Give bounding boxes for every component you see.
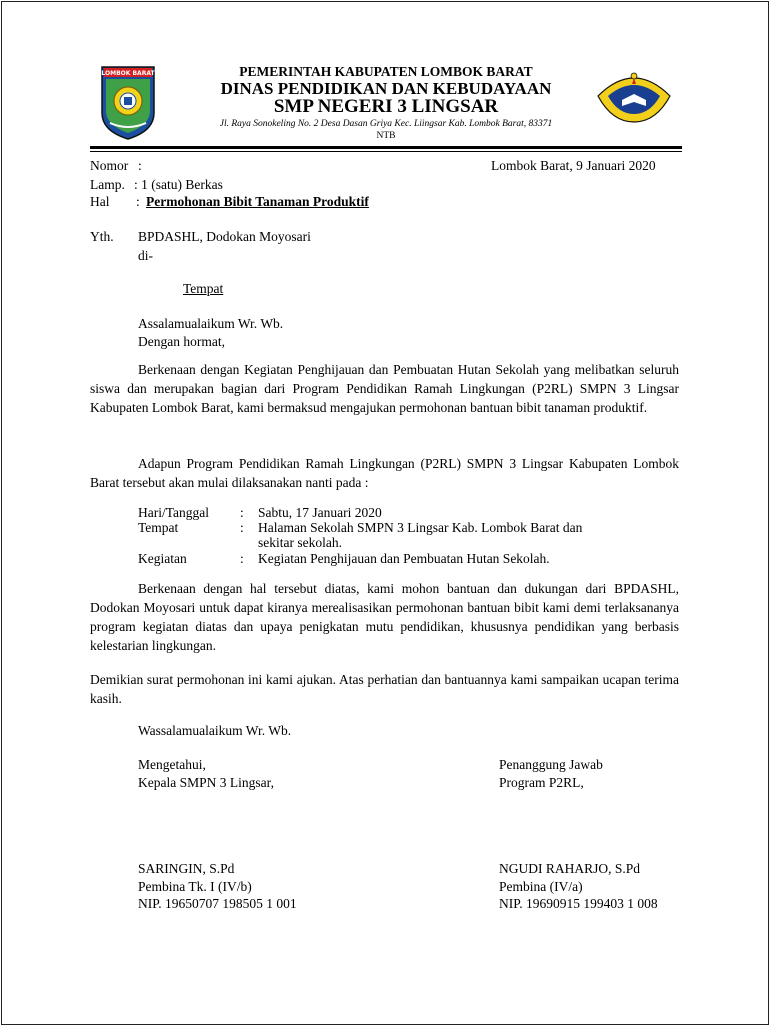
signature-left-name: SARINGIN, S.Pd [138,861,235,876]
signature-left-line2: Kepala SMPN 3 Lingsar, [138,775,274,790]
signature-right-name: NGUDI RAHARJO, S.Pd [499,861,641,876]
place-date: Lombok Barat, 9 Januari 2020 [491,158,656,173]
closing-salam: Wassalamualaikum Wr. Wb. [138,723,292,738]
paragraph-2: Adapun Program Pendidikan Ramah Lingkungan (P2RL) SMPN 3 Lingsar Kabupaten Lombok Barat tersebut akan mulai dilaksanakan nanti pada : [90,456,679,490]
yth-label: Yth. [90,229,114,244]
letterhead-address: Jl. Raya Sonokeling No. 2 Desa Dasan Griya Kec. Liingsar Kab. Lombok Barat, 83371 [219,119,553,129]
hal-subject: Permohonan Bibit Tanaman Produktif [146,194,369,209]
schedule-value-tempat: Halaman Sekolah SMPN 3 Lingsar Kab. Lombok Barat dan [258,520,583,535]
salam: Assalamualaikum Wr. Wb. [138,316,284,331]
letterhead-rule-thin [90,151,682,152]
dengan-hormat: Dengan hormat, [138,334,225,349]
signature-right-line2: Program P2RL, [499,775,584,790]
schedule-colon-kegiatan: : [240,551,244,566]
svg-text:LOMBOK BARAT: LOMBOK BARAT [101,70,155,77]
hal-colon: : [136,194,140,209]
schedule-value-kegiatan: Kegiatan Penghijauan dan Pembuatan Hutan Sekolah. [258,551,550,566]
nomor-value: : [138,158,142,173]
signature-right-nip: NIP. 19690915 199403 1 008 [499,896,658,911]
signature-right-rank: Pembina (IV/a) [499,879,583,894]
lamp-label: Lamp. [90,177,125,192]
schedule-label-hari: Hari/Tanggal [138,505,210,520]
lamp-value: : 1 (satu) Berkas [134,177,223,192]
hal-label: Hal [90,194,110,209]
paragraph-3: Berkenaan dengan hal tersebut diatas, kami mohon bantuan dan dukungan dari BPDASHL, Dodokan Moyosari untuk dapat kiranya merealisasikan permohonan bantuan bibit kami demi terlaksananya program kegiatan diatas dan upaya penigkatan mutu pendidikan, khususnya pendidikan yang berbasis kelestarian lingkungan. [90,581,679,653]
signature-left-nip: NIP. 19650707 198505 1 001 [138,896,297,911]
page-border [1,1,769,1025]
addressee-name: BPDASHL, Dodokan Moyosari [138,229,311,244]
schedule-label-kegiatan: Kegiatan [138,551,187,566]
letterhead-department: DINAS PENDIDIKAN DAN KEBUDAYAAN [220,79,552,98]
letterhead-government: PEMERINTAH KABUPATEN LOMBOK BARAT [239,64,533,79]
nomor-label: Nomor [90,158,129,173]
letterhead-province: NTB [376,131,396,141]
schedule-label-tempat: Tempat [138,520,179,535]
signature-left-rank: Pembina Tk. I (IV/b) [138,879,252,894]
schedule-value-tempat-2: sekitar sekolah. [258,535,342,550]
paragraph-1: Berkenaan dengan Kegiatan Penghijauan dan Pembuatan Hutan Sekolah yang melibatkan seluruh siswa dan merupakan bagian dari Program Pendidikan Ramah Lingkungan (P2RL) SMPN 3 Lingsar Kabupaten Lombok Barat, kami bermaksud mengajukan permohonan bantuan bibit tanaman produktif. [90,362,679,415]
letterhead-school: SMP NEGERI 3 LINGSAR [273,96,499,117]
schedule-colon-tempat: : [240,520,244,535]
addressee-tempat: Tempat [183,281,224,296]
signature-right-line1: Penanggung Jawab [499,757,603,772]
letterhead-rule-thick [90,146,682,149]
addressee-di: di- [138,248,153,263]
signature-left-line1: Mengetahui, [138,757,206,772]
schedule-colon-hari: : [240,505,244,520]
schedule-value-hari: Sabtu, 17 Januari 2020 [258,505,382,520]
paragraph-4: Demikian surat permohonan ini kami ajukan. Atas perhatian dan bantuannya kami sampaikan ucapan terima kasih. [90,672,679,706]
